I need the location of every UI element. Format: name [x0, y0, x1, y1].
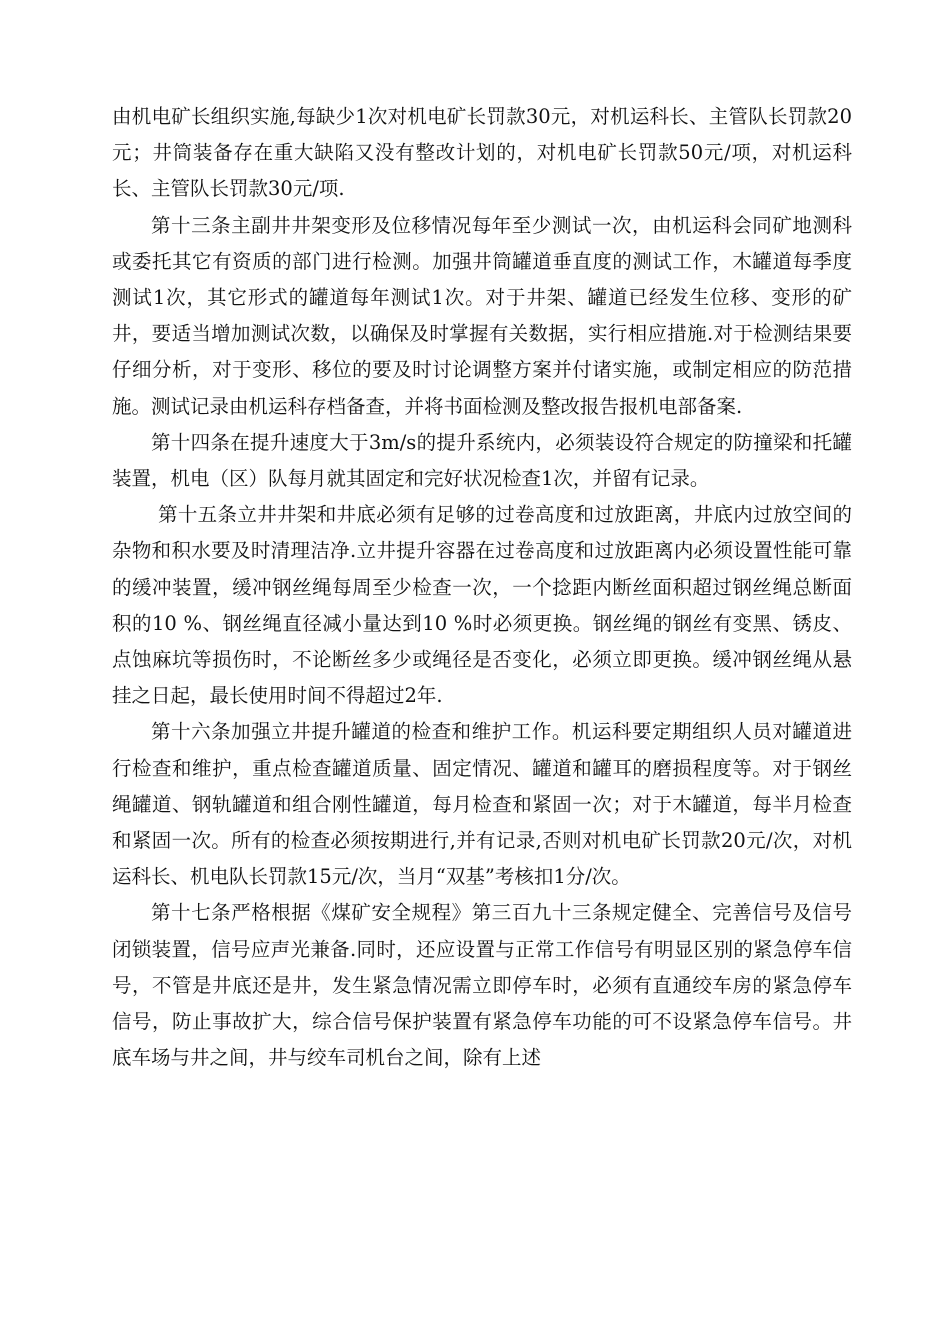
paragraph-article-13: 第十三条主副井井架变形及位移情况每年至少测试一次，由机运科会同矿地测科或委托其它有资质的部门进行检测。加强井筒罐道垂直度的测试工作，木罐道每季度测试1次，其它形式的罐道每年测试1次。对于井架、罐道已经发生位移、变形的矿井，要适当增加测试次数，以确保及时掌握有关数据，实行相应措施.对于检测结果要仔细分析，对于变形、移位的要及时讨论调整方案并付诸实施，或制定相应的防范措施。测试记录由机运科存档备查，并将书面检测及整改报告报机电部备案.: [112, 213, 852, 418]
document-page: [112, 99, 852, 1076]
paragraph-article-17: 第十七条严格根据《煤矿安全规程》第三百九十三条规定健全、完善信号及信号闭锁装置，信号应声光兼备.同时，还应设置与正常工作信号有明显区别的紧急停车信号，不管是井底还是井，发生紧急情况需立即停车时，必须有直通绞车房的紧急停车信号，防止事故扩大，综合信号保护装置有紧急停车功能的可不设紧急停车信号。井底车场与井之间，井与绞车司机台之间，除有上述: [112, 901, 852, 1070]
paragraph-article-16: 第十六条加强立井提升罐道的检查和维护工作。机运科要定期组织人员对罐道进行检查和维护，重点检查罐道质量、固定情况、罐道和罐耳的磨损程度等。对于钢丝绳罐道、钢轨罐道和组合刚性罐道，每月检查和紧固一次；对于木罐道，每半月检查和紧固一次。所有的检查必须按期进行,并有记录,否则对机电矿长罚款20元/次，对机运科长、机电队长罚款15元/次，当月“双基”考核扣1分/次。: [112, 720, 852, 889]
paragraph-article-14: 第十四条在提升速度大于3m/s的提升系统内，必须装设符合规定的防撞梁和托罐装置，机电（区）队每月就其固定和完好状况检查1次，并留有记录。: [112, 430, 852, 491]
paragraph-article-15: 第十五条立井井架和井底必须有足够的过卷高度和过放距离，井底内过放空间的杂物和积水要及时清理洁净.立井提升容器在过卷高度和过放距离内必须设置性能可靠的缓冲装置，缓冲钢丝绳每周至少检查一次，一个捻距内断丝面积超过钢丝绳总断面积的10 %、钢丝绳直径减小量达到10 %时必须更换。钢丝绳的钢丝有变黑、锈皮、点蚀麻坑等损伤时，不论断丝多少或绳径是否变化，必须立即更换。缓冲钢丝绳从悬挂之日起，最长使用时间不得超过2年.: [112, 503, 852, 708]
paragraph-continued: 由机电矿长组织实施,每缺少1次对机电矿长罚款30元，对机运科长、主管队长罚款20元；井筒装备存在重大缺陷又没有整改计划的，对机电矿长罚款50元/项，对机运科长、主管队长罚款30元/项.: [112, 105, 852, 201]
